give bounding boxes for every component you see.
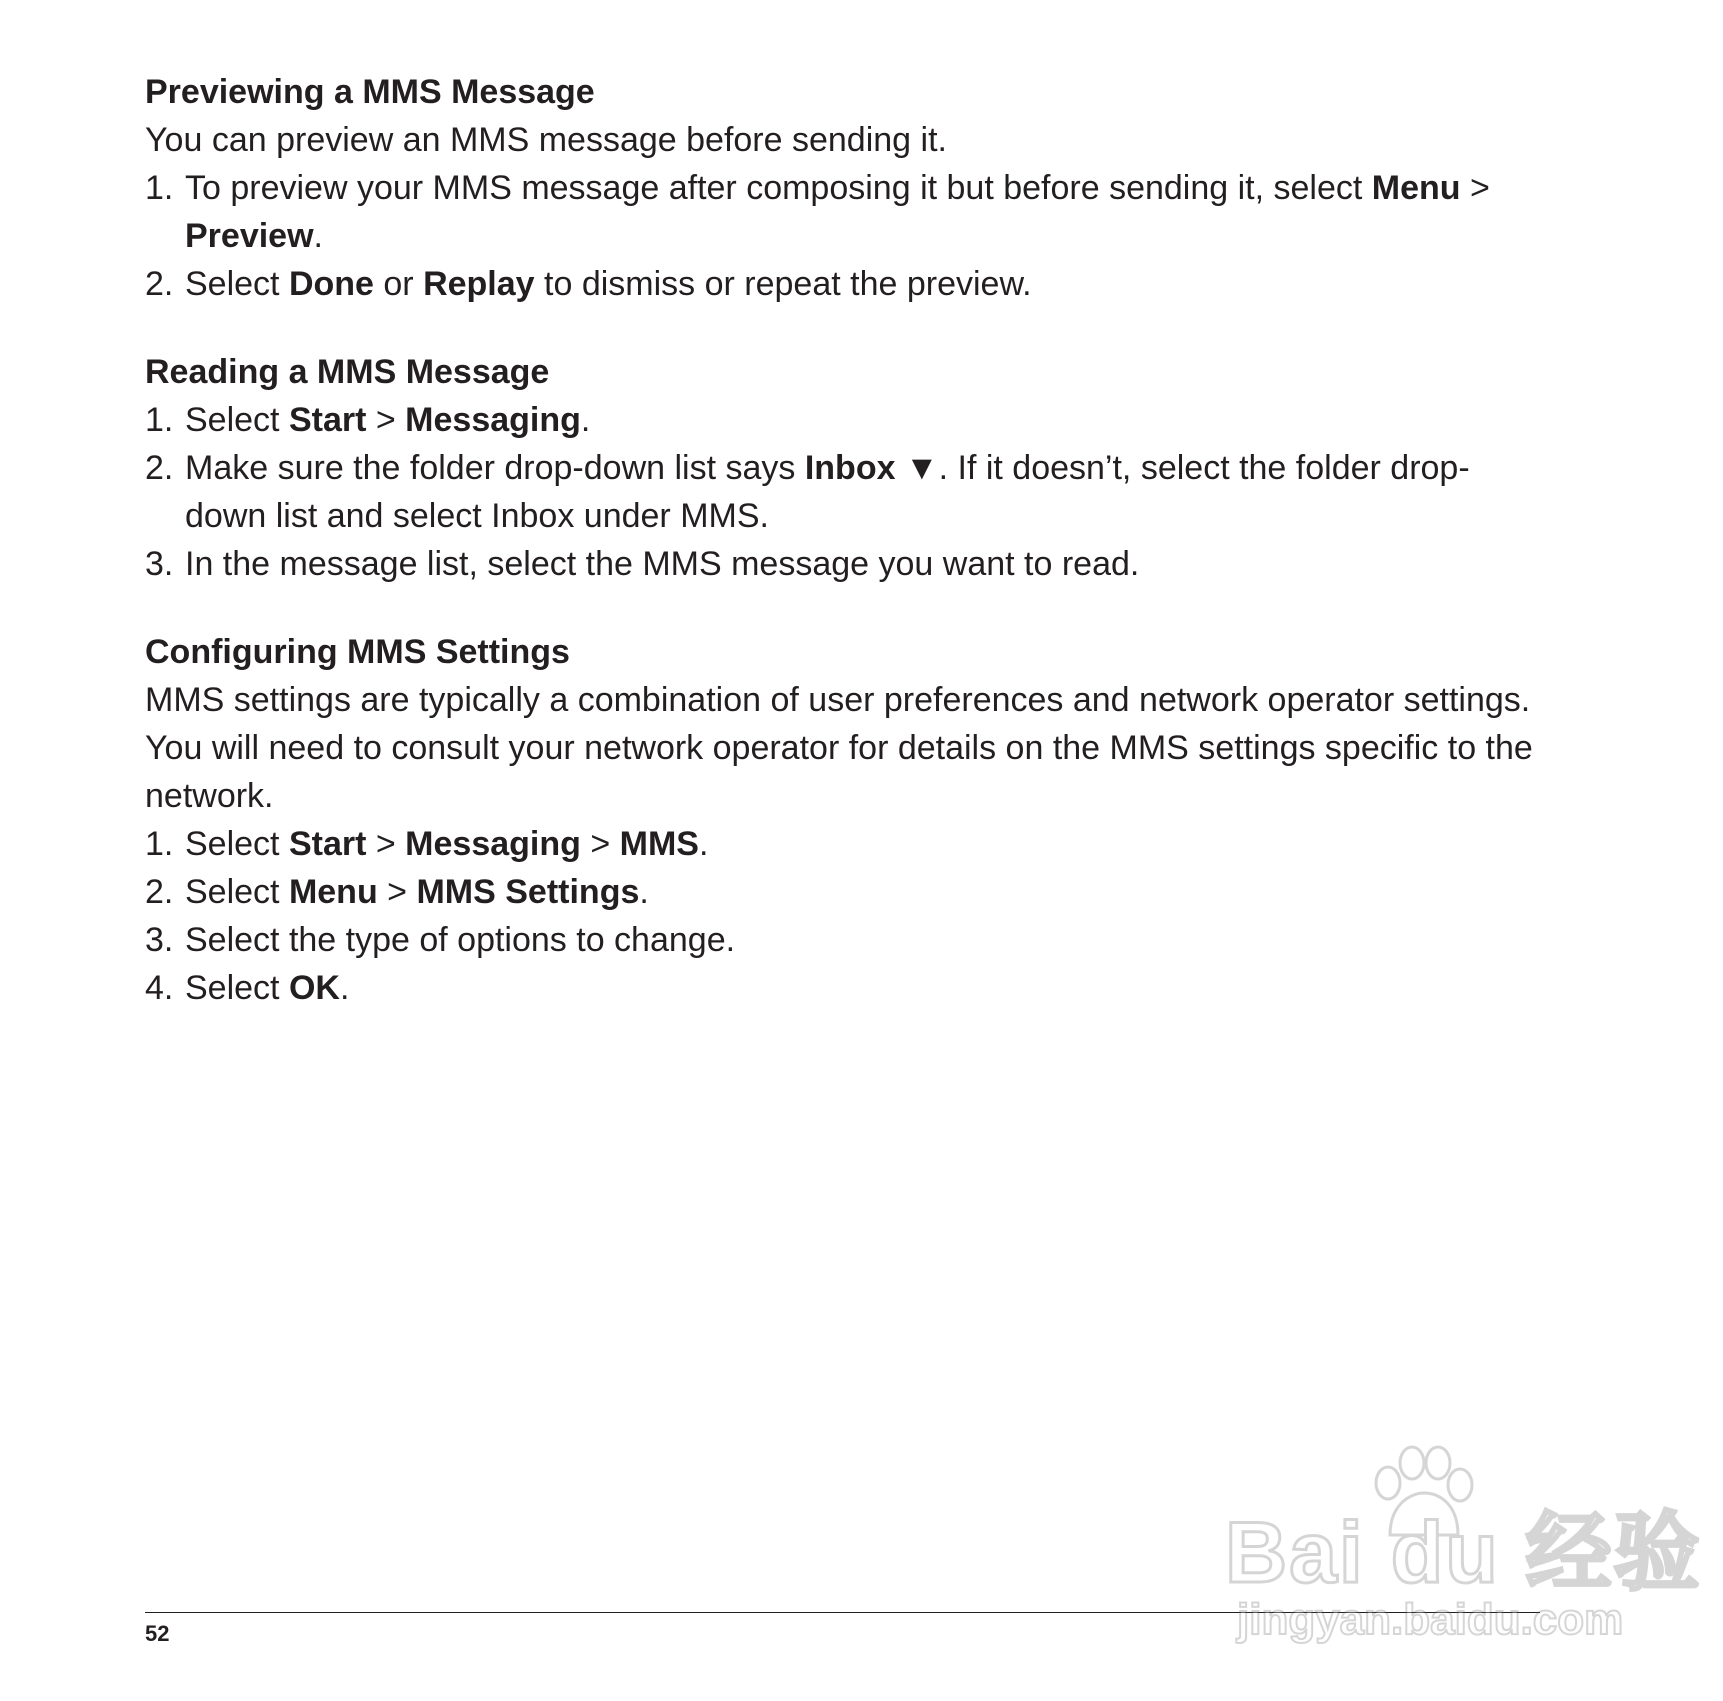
steps-list — [145, 820, 1545, 1012]
step-text: Select — [185, 401, 289, 439]
step-text: > — [366, 401, 406, 439]
baidu-watermark — [1225, 1445, 1702, 1645]
step-text: Select — [185, 969, 289, 1007]
section-heading: Previewing a MMS Message — [145, 73, 595, 111]
step-text: Select the type of options to change. — [185, 921, 736, 959]
step-number: 2. — [145, 265, 174, 303]
ui-term: Preview — [185, 217, 314, 255]
step-number: 4. — [145, 969, 174, 1007]
steps-list — [145, 164, 1545, 308]
list-item — [145, 964, 1545, 1012]
ui-term: Menu — [288, 873, 378, 911]
step-text: . — [639, 873, 649, 911]
list-item — [145, 868, 1545, 916]
list-item — [145, 444, 1545, 540]
step-text: to dismiss or repeat the preview. — [534, 265, 1032, 303]
ui-term: MMS Settings — [416, 873, 640, 911]
ui-term: Replay — [423, 265, 535, 303]
watermark-url: jingyan.baidu.com — [1237, 1595, 1624, 1644]
ui-term: OK — [288, 969, 340, 1007]
section-intro: MMS settings are typically a combination of user preferences and network operator settings. You will need to consult your network operator for details on the MMS settings specific to the network. — [145, 681, 1533, 815]
step-text: . If it doesn’t, select the folder drop-down list and select Inbox under MMS. — [185, 449, 1470, 535]
list-item — [145, 540, 1545, 588]
step-text: In the message list, select the MMS message you want to read. — [185, 545, 1140, 583]
section-reading — [145, 348, 1545, 588]
step-number: 1. — [145, 169, 174, 207]
section-heading: Configuring MMS Settings — [145, 633, 570, 671]
ui-term: Start — [288, 401, 367, 439]
section-heading: Reading a MMS Message — [145, 353, 550, 391]
step-text: . — [580, 401, 591, 439]
step-text: To preview your MMS message after composing it but before sending it, select — [185, 169, 1372, 207]
step-number: 2. — [145, 873, 174, 911]
section-intro: You can preview an MMS message before sending it. — [145, 121, 947, 159]
list-item — [145, 820, 1545, 868]
step-text: > — [366, 825, 406, 863]
list-item — [145, 916, 1545, 964]
step-text: . — [698, 825, 709, 863]
steps-list — [145, 396, 1545, 588]
list-item — [145, 260, 1545, 308]
ui-term: Messaging — [405, 401, 581, 439]
watermark-logo-text: Bai du 经验 — [1225, 1505, 1702, 1601]
step-number: 3. — [145, 545, 174, 583]
step-text: > — [377, 873, 417, 911]
step-number: 2. — [145, 449, 174, 487]
step-text: Select — [185, 825, 289, 863]
step-number: 3. — [145, 921, 174, 959]
step-text: Select — [185, 265, 289, 303]
ui-term: Done — [288, 265, 374, 303]
step-text: . — [313, 217, 323, 255]
section-configuring — [145, 628, 1545, 1012]
page-content — [145, 68, 1545, 1012]
step-text: > — [1460, 169, 1490, 207]
step-text: or — [373, 265, 424, 303]
section-previewing — [145, 68, 1545, 308]
list-item — [145, 396, 1545, 444]
step-text: Select — [185, 873, 289, 911]
step-text: > — [580, 825, 620, 863]
ui-term: Menu — [1371, 169, 1461, 207]
step-text: Make sure the folder drop-down list says — [185, 449, 805, 487]
step-number: 1. — [145, 401, 174, 439]
ui-term: Messaging — [405, 825, 581, 863]
ui-term: Start — [288, 825, 367, 863]
step-number: 1. — [145, 825, 174, 863]
ui-term: Inbox ▼ — [804, 449, 939, 487]
list-item — [145, 164, 1545, 260]
step-text: . — [339, 969, 350, 1007]
page-number: 52 — [145, 1621, 170, 1646]
ui-term: MMS — [619, 825, 699, 863]
